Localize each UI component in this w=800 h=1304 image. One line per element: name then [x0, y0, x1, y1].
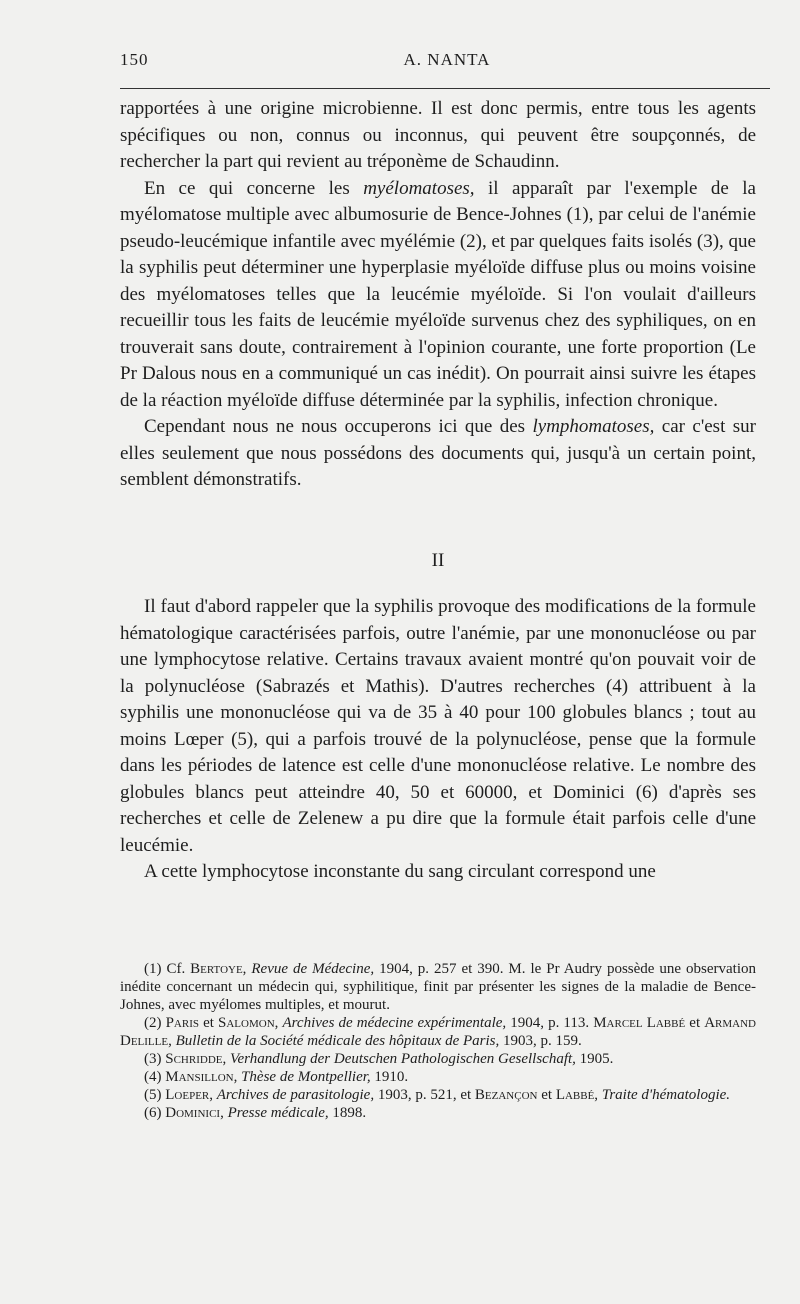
- footnote-text: et: [199, 1015, 219, 1031]
- footnote-text: 1903, p. 159.: [499, 1033, 582, 1049]
- italic-term: lymphomatoses,: [532, 416, 655, 437]
- footnote-text: (1) Cf.: [144, 961, 191, 977]
- running-head: A. NANTA: [403, 50, 491, 69]
- footnote-text: (6): [144, 1105, 166, 1121]
- journal-title: Archives de parasitologie,: [216, 1087, 375, 1103]
- footnote-text: (4): [144, 1069, 166, 1085]
- page-header: [120, 50, 774, 74]
- footnote-text: (3): [144, 1051, 166, 1067]
- header-rule: [120, 88, 770, 89]
- author-name: Loeper,: [165, 1087, 213, 1103]
- journal-title: Archives de médecine expérimentale,: [282, 1015, 507, 1031]
- paragraph-myelomatoses: [120, 176, 756, 415]
- author-name: Bertoye,: [190, 961, 247, 977]
- journal-title: Thèse de Montpellier,: [241, 1069, 371, 1085]
- footnote-text: (2): [144, 1015, 166, 1031]
- paragraph-text: En ce qui concerne les: [144, 177, 364, 199]
- paragraph-text: il apparaît par l'exemple de la myélomatose multiple avec albumosurie de Bence-Johnes (1), par celui de l'anémie pseudo-leucémique infantile avec myélémie (2), et par quelques faits isolés (3), que la syphilis peut déterminer une hyperplasie myéloïde diffuse plus ou moins voisine des myélomatoses telles que la leucémie myéloïde. Si l'on voulait d'ailleurs recueillir tous les faits de leucémie myéloïde survenus chez des syphiliques, on en trouverait sans doute, contrairement à l'opinion courante, une forte proportion (Le Pr Dalous nous en a communiqué un cas inédit). On pourrait ainsi suivre les étapes de la réaction myéloïde diffuse déterminée par la syphilis, infection chronique.: [120, 177, 756, 411]
- footnote-text: et: [537, 1087, 556, 1103]
- journal-title: Revue de Médecine,: [251, 961, 375, 977]
- author-name: Salomon,: [218, 1015, 279, 1031]
- footnote-text: 1898.: [328, 1105, 367, 1121]
- page-number: 150: [120, 50, 149, 69]
- journal-title: Bulletin de la Société médicale des hôpitaux de Paris,: [175, 1033, 500, 1049]
- paragraph-continuation: rapportées à une origine microbienne. Il est donc permis, entre tous les agents spécifiques ou non, connus ou inconnus, qui peuvent être soupçonnés, de rechercher la part qui revient au tréponème de Schaudinn.: [120, 98, 756, 172]
- italic-term: myélomatoses,: [363, 177, 475, 199]
- footnotes: [120, 960, 756, 1122]
- footnote-text: 1903, p. 521, et: [374, 1087, 475, 1103]
- author-name: Schridde,: [165, 1051, 227, 1067]
- paragraph-hematology: Il faut d'abord rappeler que la syphilis provoque des modifications de la formule hématologique caractérisées parfois, outre l'anémie, par une mononucléose ou par une lymphocytose relative. Certains travaux avaient montré qu'on pouvait voir de la polynucléose (Sabrazés et Mathis). D'autres recherches (4) attribuent à la syphilis une mononucléose qui va de 35 à 40 pour 100 globules blancs ; tout au moins Lœper (5), qui a parfois trouvé de la polynucléose, pense que la formule dans les périodes de latence est celle d'une mononucléose relative. Le nombre des globules blancs peut atteindre 40, 50 et 60000, et Dominici (6) d'après ses recherches et celle de Zelenew a pu dire que la formule était parfois celle d'une leucémie.: [120, 596, 756, 856]
- paragraph-text: Cependant nous ne nous occuperons ici que des: [144, 416, 533, 437]
- author-name: Paris: [165, 1015, 199, 1031]
- paragraph-text: car c'est sur elles seulement que nous possédons des documents qui, jusqu'à un certain point, semblent démonstratifs.: [120, 416, 756, 490]
- footnote-1: [120, 960, 756, 1014]
- journal-title: Traite d'hématologie.: [601, 1087, 731, 1103]
- paragraph-lymphomatoses: [120, 414, 756, 494]
- footnote-text: 1904, p. 113.: [506, 1015, 594, 1031]
- author-name: Mansillon,: [165, 1069, 238, 1085]
- footnote-text: 1910.: [370, 1069, 409, 1085]
- footnote-4: [120, 1068, 756, 1086]
- paragraph-lymphocytose: A cette lymphocytose inconstante du sang circulant correspond une: [144, 861, 656, 882]
- footnote-6: [120, 1104, 756, 1122]
- journal-title: Verhandlung der Deutschen Pathologischen Gesellschaft,: [229, 1051, 576, 1067]
- author-name: Armand Delille,: [120, 1015, 757, 1049]
- journal-title: Presse médicale,: [227, 1105, 329, 1121]
- section-heading: II: [431, 549, 445, 571]
- author-name: Labbé,: [555, 1087, 599, 1103]
- footnote-2: [120, 1014, 756, 1050]
- footnote-5: [120, 1086, 756, 1104]
- footnote-3: [120, 1050, 756, 1068]
- main-text: [120, 96, 756, 886]
- author-name: Dominici,: [165, 1105, 224, 1121]
- author-name: Marcel Labbé: [593, 1015, 686, 1031]
- footnote-text: (5): [144, 1087, 166, 1103]
- author-name: Bezançon: [474, 1087, 538, 1103]
- footnote-text: 1905.: [575, 1051, 614, 1067]
- footnote-text: 1904, p. 257 et 390. M. le Pr Audry possède une observation inédite concernant un médecin qui, syphilitique, finit par présenter les signes de la maladie de Bence-Johnes, avec myélomes multiples, et mourut.: [120, 961, 757, 1013]
- footnote-text: et: [685, 1015, 705, 1031]
